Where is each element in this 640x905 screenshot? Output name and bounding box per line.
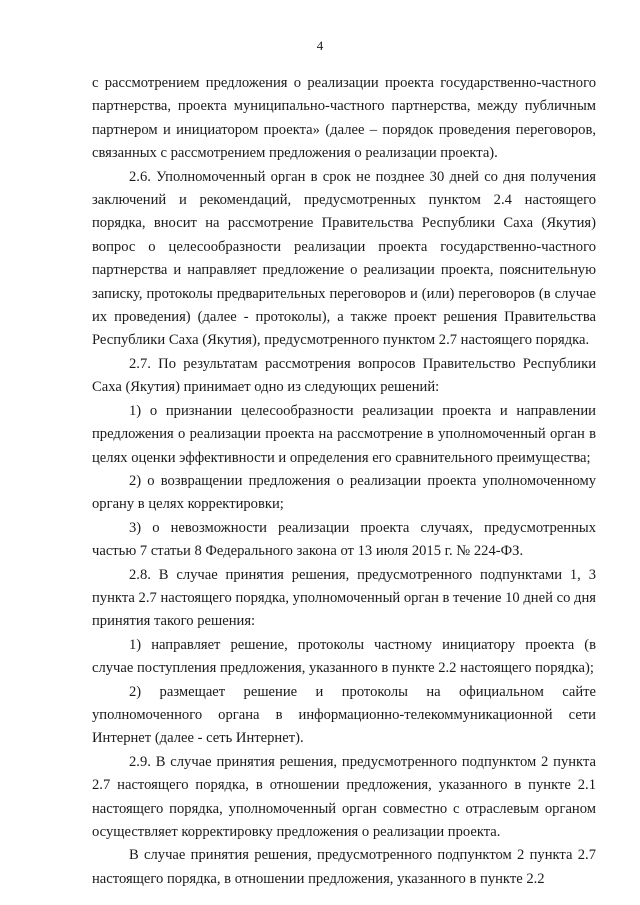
paragraph-2-9: 2.9. В случае принятия решения, предусмотренного подпунктом 2 пункта 2.7 настоящего порядка, в отношении предложения, указанного в пункте 2.1 настоящего порядка, уполномоченный орган совместно с отраслевым органом осуществляет корректировку предложения о реализации проекта.	[92, 753, 596, 840]
paragraph-2-7: 2.7. По результатам рассмотрения вопросов Правительство Республики Саха (Якутия) принимает одно из следующих решений:	[92, 355, 596, 396]
paragraph-continuation: с рассмотрением предложения о реализации проекта государственно-частного партнерства, проекта муниципально-частного партнерства, между публичным партнером и инициатором проекта» (далее – порядок проведения переговоров, связанных с рассмотрением предложения о реализации проекта).	[92, 75, 596, 162]
paragraph-2-8: 2.8. В случае принятия решения, предусмотренного подпунктами 1, 3 пункта 2.7 настоящего порядка, уполномоченный орган в течение 10 дней со дня принятия такого решения:	[92, 566, 596, 630]
paragraph-2-9-continuation: В случае принятия решения, предусмотренного подпунктом 2 пункта 2.7 настоящего порядка, в отношении предложения, указанного в пункте 2.2	[92, 847, 596, 887]
list-item-2-8-2: 2) размещает решение и протоколы на официальном сайте уполномоченного органа в информационно-телекоммуникационной сети Интернет (далее - сеть Интернет).	[92, 683, 596, 747]
document-body	[92, 72, 596, 891]
list-item-2-7-1: 1) о признании целесообразности реализации проекта и направлении предложения о реализации проекта на рассмотрение в уполномоченный орган в целях оценки эффективности и определения его сравнительного преимущества;	[92, 402, 596, 466]
list-item-2-7-3: 3) о невозможности реализации проекта случаях, предусмотренных частью 7 статьи 8 Федерального закона от 13 июля 2015 г. № 224-ФЗ.	[92, 519, 596, 560]
list-item-2-8-1: 1) направляет решение, протоколы частному инициатору проекта (в случае поступления предложения, указанного в пункте 2.2 настоящего порядка);	[92, 636, 596, 677]
page-number: 4	[316, 38, 324, 53]
paragraph-2-6: 2.6. Уполномоченный орган в срок не позднее 30 дней со дня получения заключений и рекомендаций, предусмотренных пунктом 2.4 настоящего порядка, вносит на рассмотрение Правительства Республики Саха (Якутия) вопрос о целесообразности реализации проекта государственно-частного партнерства и направляет предложение о реализации проекта, пояснительную записку, протоколы предварительных переговоров и (или) переговоров (в случае их проведения) (далее - протоколы), а также проект решения Правительства Республики Саха (Якутия), предусмотренного пунктом 2.7 настоящего порядка.	[92, 168, 596, 349]
list-item-2-7-2: 2) о возвращении предложения о реализации проекта уполномоченному органу в целях корректировки;	[92, 472, 596, 513]
